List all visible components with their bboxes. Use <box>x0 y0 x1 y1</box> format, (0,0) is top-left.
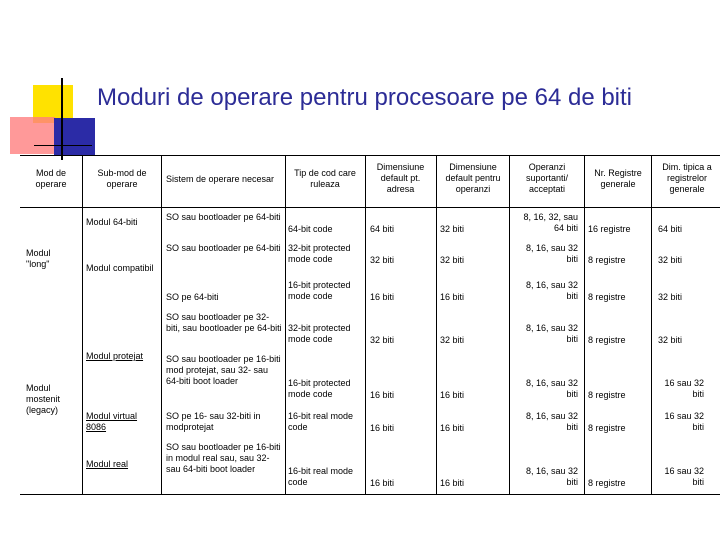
header-submode: Sub-mod de operare <box>97 168 147 189</box>
decor-vertical-line <box>61 78 63 160</box>
os-cell: SO pe 16- sau 32-biti in modprotejat <box>166 411 261 432</box>
os-cell: SO sau bootloader pe 16-biti mod protejat, sau 32- sau 64-biti boot loader <box>166 354 281 386</box>
opsize-cell: 32 biti <box>440 224 465 234</box>
regs-cell: 16 registre <box>588 224 631 234</box>
regs-cell: 8 registre <box>588 478 626 488</box>
code-cell: 16-bit real mode code <box>288 466 354 487</box>
header-operands: Operanzi suportanti/ acceptati <box>525 162 569 194</box>
code-cell: 32-bit protected mode code <box>288 243 351 264</box>
submode-compat: Modul compatibil <box>86 263 154 273</box>
submode-real: Modul real <box>86 459 129 469</box>
os-cell: SO sau bootloader pe 64-biti <box>166 243 281 253</box>
addr-cell: 16 biti <box>370 423 395 433</box>
column-divider <box>584 155 585 495</box>
header-addr: Dimensiune default pt. adresa <box>376 162 425 194</box>
os-cell: SO sau bootloader pe 32-biti, sau bootloader pe 64-biti <box>166 312 282 333</box>
header-divider <box>20 207 720 208</box>
addr-cell: 32 biti <box>370 255 395 265</box>
opsize-cell: 32 biti <box>440 255 465 265</box>
addr-cell: 16 biti <box>370 390 395 400</box>
header-mode: Mod de operare <box>35 168 67 189</box>
header-regs: Nr. Registre generale <box>594 168 642 189</box>
addr-cell: 16 biti <box>370 478 395 488</box>
submode-virtual-8086: Modul virtual 8086 <box>86 411 138 432</box>
regs-cell: 8 registre <box>588 255 626 265</box>
os-cell: SO sau bootloader pe 64-biti <box>166 212 281 222</box>
regs-cell: 8 registre <box>588 292 626 302</box>
operands-cell: 8, 16, sau 32 biti <box>525 466 578 487</box>
opsize-cell: 16 biti <box>440 478 465 488</box>
column-divider <box>82 155 83 495</box>
mode-legacy: Modul mostenit (legacy) <box>26 383 61 415</box>
column-divider <box>365 155 366 495</box>
operands-cell: 8, 16, 32, sau 64 biti <box>523 212 578 233</box>
os-cell: SO sau bootloader pe 16-biti in modul real sau, sau 32- sau 64-biti boot loader <box>166 442 281 474</box>
regwidth-cell: 32 biti <box>658 292 683 302</box>
regwidth-cell: 16 sau 32 biti <box>664 411 704 432</box>
code-cell: 32-bit protected mode code <box>288 323 351 344</box>
addr-cell: 32 biti <box>370 335 395 345</box>
decor-red-square <box>10 117 55 154</box>
code-cell: 64-bit code <box>288 224 333 234</box>
code-cell: 16-bit protected mode code <box>288 280 351 301</box>
header-os: Sistem de operare necesar <box>166 174 275 184</box>
mode-long: Modul "long" <box>26 248 51 269</box>
regwidth-cell: 16 sau 32 biti <box>664 378 704 399</box>
operands-cell: 8, 16, sau 32 biti <box>525 323 578 344</box>
operands-cell: 8, 16, sau 32 biti <box>525 411 578 432</box>
addr-cell: 16 biti <box>370 292 395 302</box>
header-regwidth: Dim. tipica a registrelor generale <box>662 162 712 194</box>
operands-cell: 8, 16, sau 32 biti <box>525 280 578 301</box>
opsize-cell: 16 biti <box>440 423 465 433</box>
header-opsize: Dimensiune default pentru operanzi <box>445 162 501 194</box>
code-cell: 16-bit protected mode code <box>288 378 351 399</box>
decor-horizontal-line <box>34 145 92 146</box>
column-divider <box>651 155 652 495</box>
os-cell: SO pe 64-biti <box>166 292 219 302</box>
regwidth-cell: 16 sau 32 biti <box>664 466 704 487</box>
addr-cell: 64 biti <box>370 224 395 234</box>
opsize-cell: 32 biti <box>440 335 465 345</box>
code-cell: 16-bit real mode code <box>288 411 354 432</box>
opsize-cell: 16 biti <box>440 292 465 302</box>
regs-cell: 8 registre <box>588 423 626 433</box>
opsize-cell: 16 biti <box>440 390 465 400</box>
modes-table <box>20 155 720 495</box>
operands-cell: 8, 16, sau 32 biti <box>525 243 578 264</box>
regwidth-cell: 32 biti <box>658 335 683 345</box>
header-code: Tip de cod care ruleaza <box>294 168 356 189</box>
submode-64bit: Modul 64-biti <box>86 217 138 227</box>
column-divider <box>161 155 162 495</box>
operands-cell: 8, 16, sau 32 biti <box>525 378 578 399</box>
regs-cell: 8 registre <box>588 335 626 345</box>
submode-protected: Modul protejat <box>86 351 144 361</box>
slide-title: Moduri de operare pentru procesoare pe 64 de biti <box>97 84 633 111</box>
regwidth-cell: 32 biti <box>658 255 683 265</box>
regs-cell: 8 registre <box>588 390 626 400</box>
regwidth-cell: 64 biti <box>658 224 683 234</box>
column-divider <box>436 155 437 495</box>
